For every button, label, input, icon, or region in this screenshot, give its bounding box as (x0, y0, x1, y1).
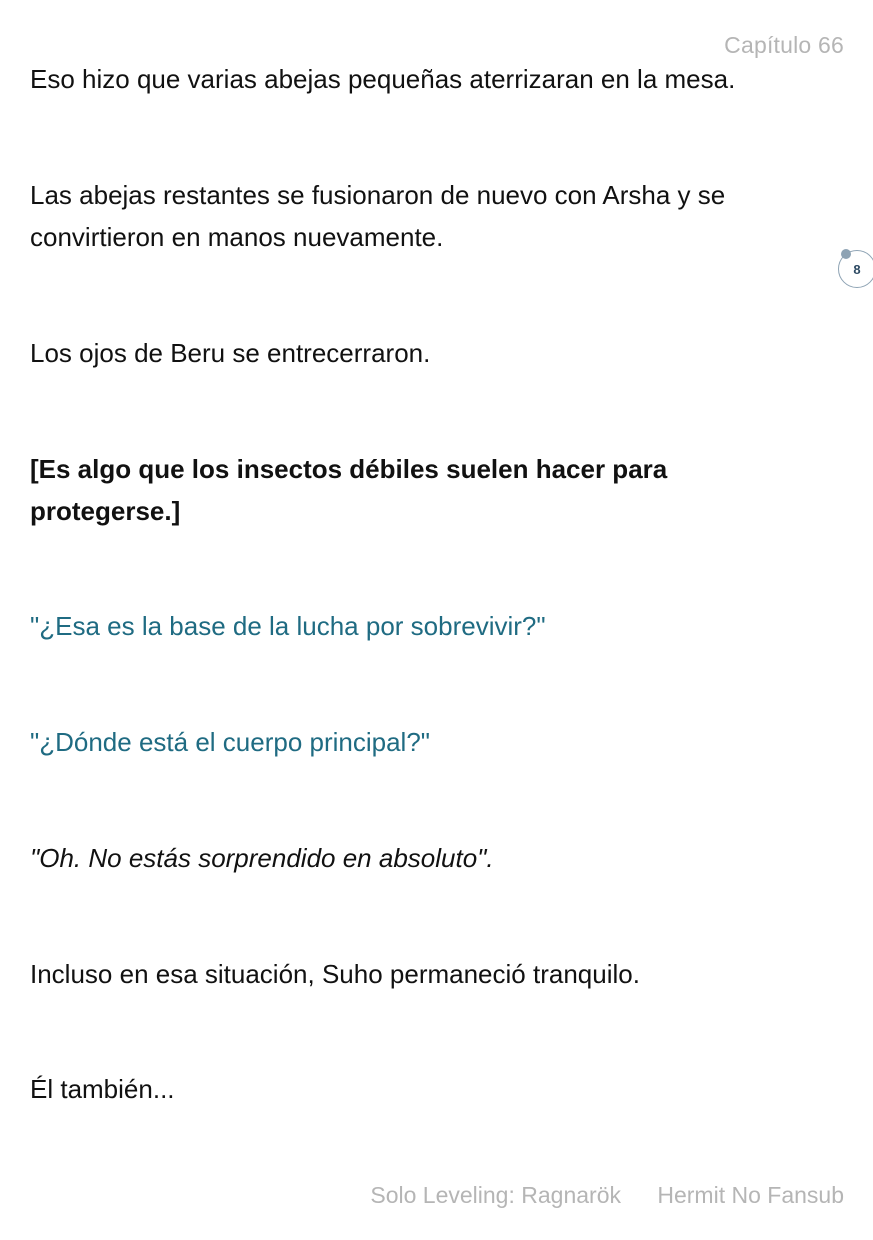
paragraph-dialogue: "¿Esa es la base de la lucha por sobrevivir?" (30, 611, 546, 641)
paragraph-narration: Él también... (30, 1074, 175, 1104)
paragraph-narration: Los ojos de Beru se entrecerraron. (30, 338, 431, 368)
chapter-header: Capítulo 66 (724, 32, 844, 58)
paragraph-narration: Incluso en esa situación, Suho permaneció tranquilo. (30, 959, 640, 989)
paragraph-narration: Eso hizo que varias abejas pequeñas aterrizaran en la mesa. (30, 64, 736, 94)
footer (370, 1182, 844, 1209)
paragraph-system-message: [Es algo que los insectos débiles suelen hacer para protegerse.] (30, 454, 668, 526)
paragraph-narration: Las abejas restantes se fusionaron de nuevo con Arsha y se convirtieron en manos nuevamente. (30, 180, 726, 252)
paragraph-dialogue: "¿Dónde está el cuerpo principal?" (30, 727, 431, 757)
page-number-badge[interactable] (838, 250, 873, 288)
footer-translator: Hermit No Fansub (657, 1182, 844, 1208)
paragraph-quote-italic: "Oh. No estás sorprendido en absoluto". (30, 843, 494, 873)
footer-book-title: Solo Leveling: Ragnarök (370, 1182, 621, 1208)
page-number: 8 (853, 261, 861, 277)
